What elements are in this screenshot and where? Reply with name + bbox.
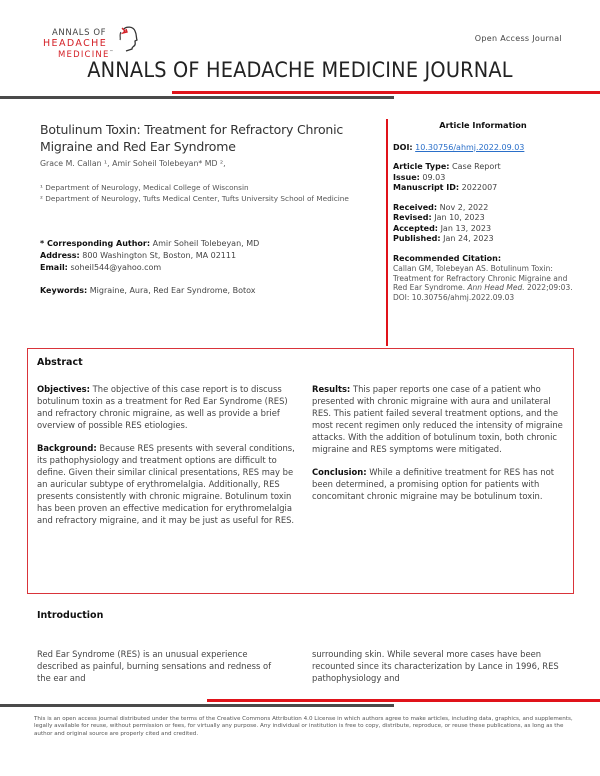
- logo-line-annals-of: ANNALS OF: [52, 28, 107, 38]
- recommended-citation: Recommended Citation: Callan GM, Tolebeyan AS. Botulinum Toxin: Treatment for Refractory Chronic Migraine and Red Ear Syndrome. Ann Head Med. 2022;09:03. DOI: 10.30756/ahmj.2022.09.03: [393, 253, 573, 302]
- doi: DOI: 10.30756/ahmj.2022.09.03: [393, 142, 525, 152]
- logo-line-headache: HEADACHE: [43, 38, 108, 49]
- article-type: Article Type: Case Report: [393, 162, 501, 171]
- address: Address: 800 Washington St, Boston, MA 02111: [40, 251, 237, 260]
- journal-title: ANNALS OF HEADACHE MEDICINE JOURNAL: [87, 58, 513, 82]
- affiliations: [40, 183, 370, 204]
- header-rule-dark: [0, 96, 394, 99]
- head-profile-icon: [117, 26, 139, 52]
- correspondence-block: [40, 238, 370, 274]
- abstract-heading: Abstract: [37, 357, 83, 368]
- corresponding-author: * Corresponding Author: Amir Soheil Tolebeyan, MD: [40, 239, 260, 248]
- email: Email: soheil544@yahoo.com: [40, 263, 162, 272]
- article-information: [393, 120, 573, 302]
- manuscript-id: Manuscript ID: 2022007: [393, 183, 498, 192]
- abstract-conclusion: Conclusion: While a definitive treatment for RES has not been determined, a promising option for patients with concomitant chronic migraine may be botulinum toxin.: [312, 467, 554, 501]
- doi-link[interactable]: 10.30756/ahmj.2022.09.03: [415, 142, 525, 152]
- introduction-col-2: surrounding skin. While several more cases have been recounted since its characterization by Lance in 1996, RES pathophysiology and: [312, 649, 559, 683]
- accepted-date: Accepted: Jan 13, 2023: [393, 223, 492, 233]
- affiliation-2: ² Department of Neurology, Tufts Medical Center, Tufts University School of Medicine: [40, 193, 349, 203]
- info-divider: [386, 119, 388, 346]
- citation-text: Callan GM, Tolebeyan AS. Botulinum Toxin: Treatment for Refractory Chronic Migraine and Red Ear Syndrome. Ann Head Med. 2022;09:03. DOI: 10.30756/ahmj.2022.09.03: [393, 264, 573, 302]
- published-date: Published: Jan 24, 2023: [393, 234, 494, 243]
- abstract-left-column: [37, 383, 302, 537]
- abstract-right-column: [312, 383, 570, 513]
- abstract-objectives: Objectives: The objective of this case report is to discuss botulinum toxin as a treatment for Red Ear Syndrome (RES) and refractory chronic migraine, as well as provide a brief overview of possible RES etiologies.: [37, 384, 288, 430]
- footer-rule-dark: [0, 704, 394, 707]
- header-rule-red: [172, 91, 600, 94]
- article-dates: [393, 203, 573, 245]
- footer-rule-red: [207, 699, 600, 702]
- introduction-col-1: Red Ear Syndrome (RES) is an unusual experience described as painful, burning sensations and redness of the ear and: [37, 649, 272, 683]
- introduction-heading: Introduction: [37, 610, 104, 621]
- abstract-background: Background: Because RES presents with several conditions, its pathophysiology and treatment options are difficult to define. Given their similar clinical presentations, RES may be an auricular subtype of erythromelalgia. Additionally, RES presents consistently with chronic migraine. Botulinum toxin has been proven an effective medication for erythromelalgia and refractory migraine, and it may be just as useful for RES.: [37, 443, 295, 525]
- affiliation-1: ¹ Department of Neurology, Medical College of Wisconsin: [40, 183, 249, 192]
- received-date: Received: Nov 2, 2022: [393, 202, 489, 212]
- article-meta: [393, 162, 573, 194]
- abstract-results: Results: This paper reports one case of a patient who presented with chronic migraine with aura and unilateral RES. This patient failed several treatment options, and the most recent regimen only reduced the intensity of migraine attacks. With the addition of botulinum toxin, both chronic migraine and RES symptoms were mitigated.: [312, 384, 563, 454]
- email-value[interactable]: soheil544@yahoo.com: [70, 263, 162, 272]
- article-authors: Grace M. Callan ¹, Amir Soheil Tolebeyan* MD ²,: [40, 159, 226, 168]
- keywords: Keywords: Migraine, Aura, Red Ear Syndrome, Botox: [40, 286, 256, 295]
- issue: Issue: 09.03: [393, 172, 446, 182]
- license-footer: This is an open access journal distributed under the terms of the Creative Commons Attribution 4.0 License in which authors agree to make articles, including data, graphics, and supplements, legally available for reuse, without permission or fees, for virtually any purpose. Any individual or institution is free to copy, distribute, reproduce, or reuse these publications, as long as the author and original source are properly cited and credited.: [34, 716, 573, 737]
- article-title: Botulinum Toxin: Treatment for Refractory Chronic Migraine and Red Ear Syndrome: [40, 122, 344, 154]
- info-heading: Article Information: [439, 120, 527, 130]
- open-access-label: Open Access Journal: [474, 34, 562, 43]
- logo-line-medicine: MEDICINE™: [58, 49, 115, 60]
- revised-date: Revised: Jan 10, 2023: [393, 213, 485, 222]
